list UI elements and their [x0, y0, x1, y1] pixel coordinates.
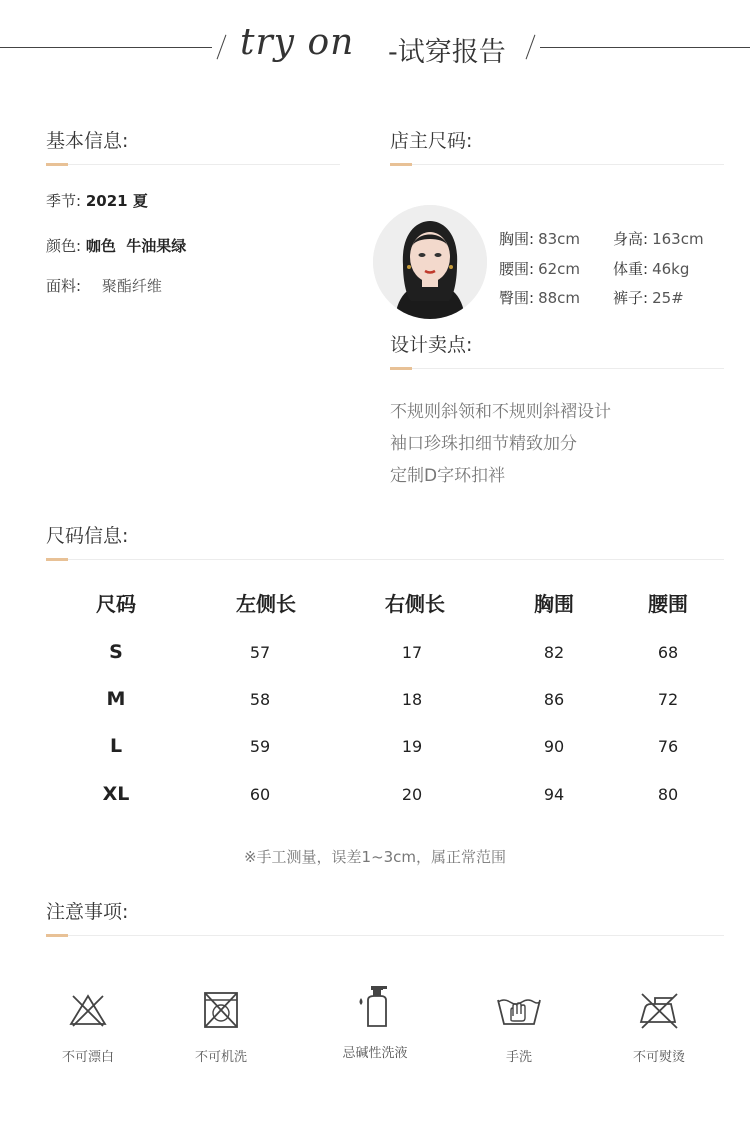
color-row — [46, 235, 186, 256]
care-item — [599, 990, 719, 1065]
measurement-pants: 裤子: 25# — [613, 289, 684, 307]
no-iron-icon — [637, 990, 681, 1030]
section-rule — [46, 935, 724, 936]
no-bleach-icon — [67, 990, 109, 1030]
care-item — [161, 990, 281, 1065]
table-cell: 94 — [543, 785, 565, 804]
table-cell-size: L — [109, 735, 123, 757]
table-cell: 86 — [543, 690, 565, 709]
section-rule — [390, 368, 724, 369]
section-rule — [46, 559, 724, 560]
table-cell: 20 — [401, 785, 423, 804]
measurement-waist: 腰围: 62cm — [499, 260, 581, 278]
design-point: 定制D字环扣袢 — [390, 466, 506, 486]
measurement-note: ※手工测量，误差1~3cm，属正常范围 — [243, 848, 507, 866]
care-label: 不可漂白 — [61, 1050, 114, 1065]
measurement-height: 身高: 163cm — [613, 230, 704, 248]
design-point: 袖口珍珠扣细节精致加分 — [390, 434, 577, 454]
care-heading: 注意事项: — [46, 901, 129, 923]
header-script: try on — [240, 22, 355, 63]
column-header-size: 尺码 — [96, 592, 136, 616]
color-value: 咖色 牛油果绿 — [85, 237, 187, 255]
table-cell: 76 — [657, 737, 679, 756]
section-accent — [46, 934, 68, 937]
size-info-heading: 尺码信息: — [46, 525, 129, 547]
column-header-right-length: 右侧长 — [385, 592, 445, 616]
table-cell-size: M — [106, 688, 126, 710]
hand-wash-icon — [495, 990, 543, 1030]
no-machine-wash-icon — [200, 990, 242, 1030]
header-slash-right — [526, 35, 536, 60]
care-item — [28, 990, 148, 1065]
table-cell: 19 — [401, 737, 423, 756]
fabric-row — [46, 275, 162, 296]
size-info-section — [46, 521, 724, 548]
section-rule — [390, 164, 724, 165]
design-points-section — [390, 330, 724, 357]
table-cell: 82 — [543, 643, 565, 662]
section-rule — [46, 164, 340, 165]
fabric-label: 面料: — [46, 277, 82, 295]
care-label: 手洗 — [505, 1050, 532, 1065]
table-cell: 58 — [249, 690, 271, 709]
season-row — [46, 190, 148, 211]
table-cell: 60 — [249, 785, 271, 804]
owner-size-heading: 店主尺码: — [390, 130, 473, 152]
section-accent — [46, 163, 68, 166]
basic-info-heading: 基本信息: — [46, 130, 129, 152]
column-header-left-length: 左侧长 — [236, 592, 296, 616]
column-header-waist: 腰围 — [648, 592, 688, 616]
care-label: 忌碱性洗液 — [342, 1046, 408, 1061]
table-cell: 68 — [657, 643, 679, 662]
design-points-heading: 设计卖点: — [390, 334, 473, 356]
care-item — [459, 990, 579, 1065]
avatar — [373, 205, 487, 319]
color-label: 颜色: — [46, 237, 82, 255]
season-value: 2021 夏 — [85, 192, 148, 210]
care-label: 不可机洗 — [194, 1050, 247, 1065]
design-point: 不规则斜领和不规则斜褶设计 — [390, 402, 611, 422]
section-accent — [46, 558, 68, 561]
table-cell: 18 — [401, 690, 423, 709]
table-cell-size: S — [109, 641, 123, 663]
no-alkaline-detergent-icon — [354, 984, 396, 1030]
header-slash-left — [217, 35, 227, 60]
table-cell: 80 — [657, 785, 679, 804]
fabric-value: 聚酯纤维 — [101, 277, 162, 295]
header-line-left — [0, 47, 212, 48]
column-header-chest: 胸围 — [534, 592, 574, 616]
basic-info-section — [46, 126, 340, 153]
table-cell: 72 — [657, 690, 679, 709]
table-cell-size: XL — [102, 783, 130, 805]
section-accent — [390, 163, 412, 166]
season-label: 季节: — [46, 192, 82, 210]
measurement-weight: 体重: 46kg — [613, 260, 690, 278]
care-section — [46, 897, 724, 924]
header-line-right — [540, 47, 750, 48]
care-label: 不可熨烫 — [632, 1050, 685, 1065]
owner-size-section — [390, 126, 724, 153]
header-title: -试穿报告 — [388, 37, 506, 68]
measurement-hip: 臀围: 88cm — [499, 289, 581, 307]
care-item — [315, 990, 435, 1061]
table-cell: 90 — [543, 737, 565, 756]
measurement-chest: 胸围: 83cm — [499, 230, 581, 248]
table-cell: 57 — [249, 643, 271, 662]
table-cell: 59 — [249, 737, 271, 756]
table-cell: 17 — [401, 643, 423, 662]
section-accent — [390, 367, 412, 370]
